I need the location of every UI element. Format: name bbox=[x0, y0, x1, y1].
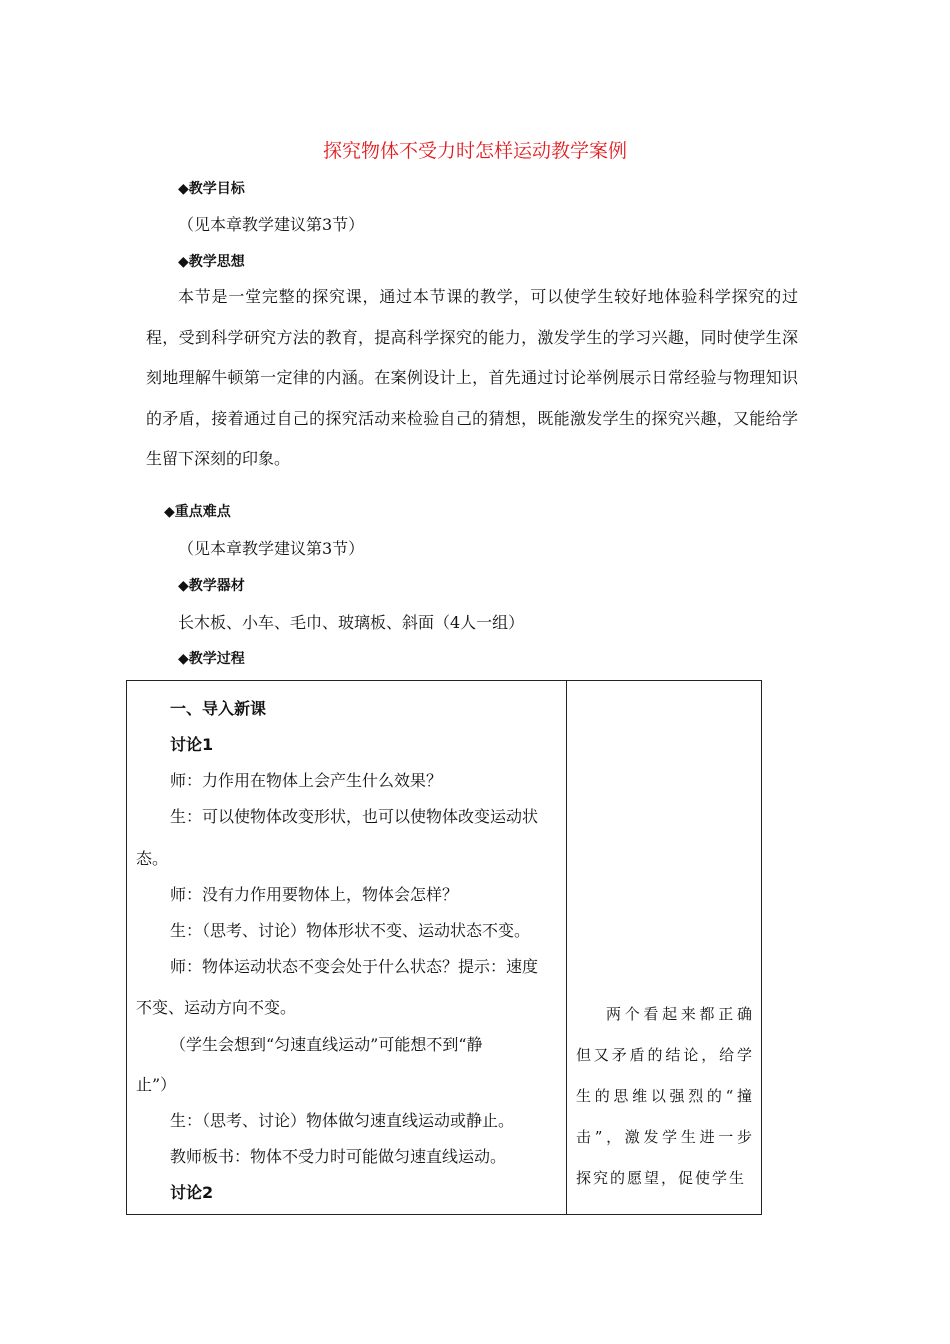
dialogue-line: 师：物体运动状态不变会处于什么状态？提示：速度 bbox=[170, 957, 539, 976]
dialogue-line: 态。 bbox=[136, 849, 169, 868]
dialogue-line: 生：（思考、讨论）物体形状不变、运动状态不变。 bbox=[170, 921, 531, 940]
discussion-1-label: 讨论1 bbox=[170, 735, 214, 754]
discussion-2-label: 讨论2 bbox=[170, 1183, 214, 1202]
equipment-heading: ◆教学器材 bbox=[178, 578, 245, 594]
table-column-divider bbox=[566, 680, 567, 1215]
dialogue-line: 不变、运动方向不变。 bbox=[136, 998, 297, 1017]
key-points-heading: ◆重点难点 bbox=[164, 504, 231, 520]
dialogue-line: 教师板书：物体不受力时可能做匀速直线运动。 bbox=[170, 1147, 507, 1166]
dialogue-line: 师：力作用在物体上会产生什么效果？ bbox=[170, 771, 443, 790]
teaching-goal-text: （见本章教学建议第3节） bbox=[178, 215, 365, 234]
dialogue-line: 止”） bbox=[136, 1075, 177, 1094]
document-title: 探究物体不受力时怎样运动教学案例 bbox=[322, 140, 627, 162]
key-points-text: （见本章教学建议第3节） bbox=[178, 539, 365, 558]
teaching-idea-heading: ◆教学思想 bbox=[178, 254, 245, 270]
teaching-goal-heading: ◆教学目标 bbox=[178, 181, 245, 197]
dialogue-line: （学生会想到“匀速直线运动”可能想不到“静 bbox=[170, 1035, 483, 1054]
dialogue-line: 生：可以使物体改变形状，也可以使物体改变运动状 bbox=[170, 807, 539, 826]
dialogue-line: 师：没有力作用要物体上，物体会怎样？ bbox=[170, 885, 459, 904]
process-heading: ◆教学过程 bbox=[178, 651, 245, 667]
equipment-text: 长木板、小车、毛巾、玻璃板、斜面（4人一组） bbox=[178, 613, 525, 632]
section-title: 一、导入新课 bbox=[170, 699, 267, 718]
dialogue-line: 生：（思考、讨论）物体做匀速直线运动或静止。 bbox=[170, 1111, 515, 1130]
teaching-idea-paragraph: 本节是一堂完整的探究课，通过本节课的教学，可以使学生较好地体验科学探究的过程，受到科学研究方法的教育，提高科学探究的能力，激发学生的学习兴趣，同时使学生深刻地理解牛顿第一定律的内涵。在案例设计上，首先通过讨论举例展示日常经验与物理知识的矛盾，接着通过自己的探究活动来检验自己的猜想，既能激发学生的探究兴趣，又能给学生留下深刻的印象。 bbox=[146, 287, 798, 468]
side-note: 两个看起来都正确但又矛盾的结论，给学生的思维以强烈的“撞击”，激发学生进一步探究的愿望，促使学生 bbox=[576, 1005, 754, 1187]
